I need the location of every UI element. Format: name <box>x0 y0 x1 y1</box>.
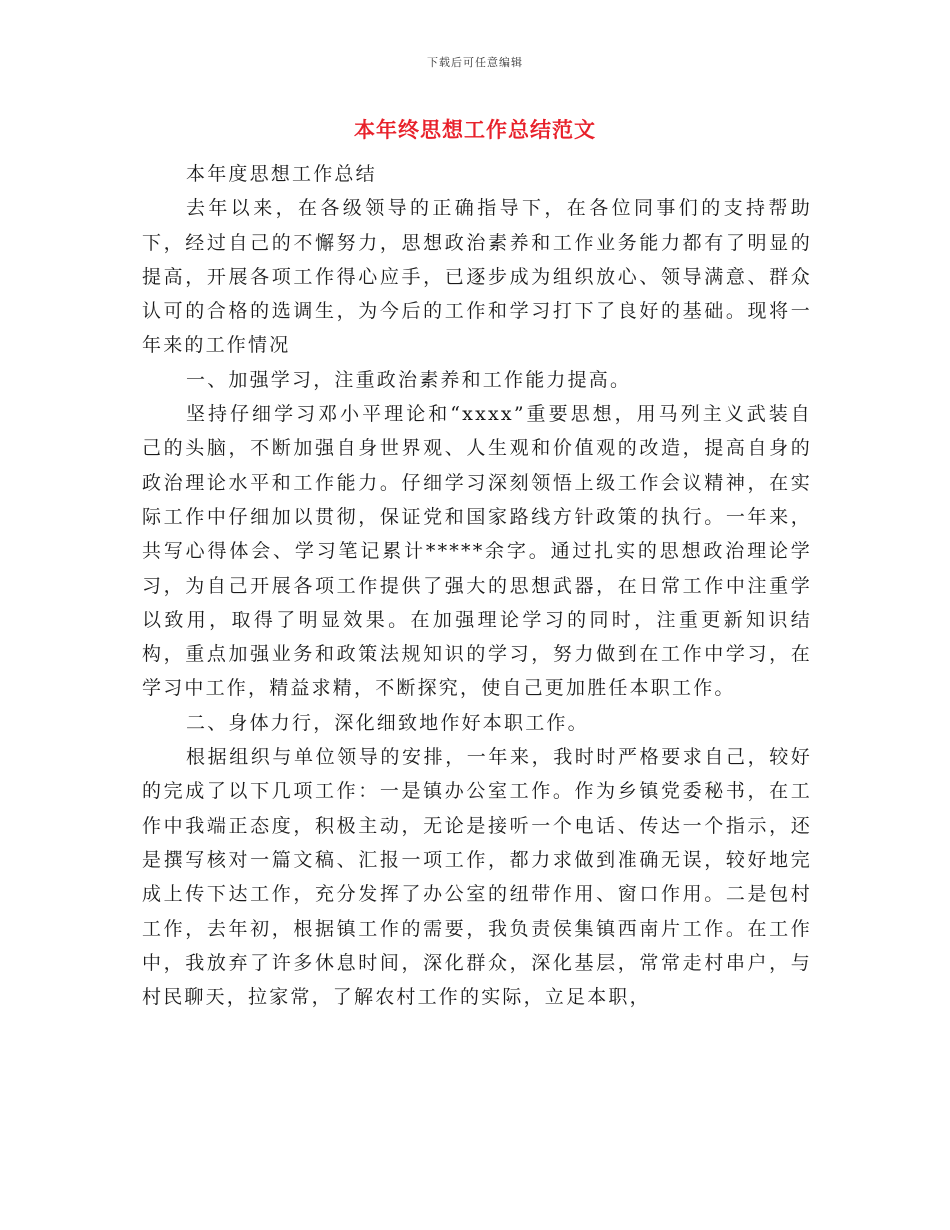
section-heading: 二、身体力行，深化细致地作好本职工作。 <box>186 711 589 734</box>
section-heading: 一、加强学习，注重政治素养和工作能力提高。 <box>186 368 632 391</box>
paragraph: 本年度思想工作总结 <box>186 163 377 185</box>
document-body <box>142 157 812 1014</box>
document-title: 本年终思想工作总结范文 <box>354 117 596 142</box>
paragraph: 根据组织与单位领导的安排，一年来，我时时严格要求自己，较好的完成了以下几项工作：一是镇办公室工作。作为乡镇党委秘书，在工作中我端正态度，积极主动，无论是接听一个电话、传达一个指示，还是撰写核对一篇文稿、汇报一项工作，都力求做到准确无误，较好地完成上传下达工作，充分发挥了办公室的纽带作用、窗口作用。二是包村工作，去年初，根据镇工作的需要，我负责侯集镇西南片工作。在工作中，我放弃了许多休息时间，深化群众，深化基层，常常走村串户，与村民聊天，拉家常，了解农村工作的实际，立足本职， <box>142 746 812 1009</box>
paragraph: 坚持仔细学习邓小平理论和“xxxx”重要思想，用马列主义武装自己的头脑，不断加强自身世界观、人生观和价值观的改造，提高自身的政治理论水平和工作能力。仔细学习深刻领悟上级工作会议精神，在实际工作中仔细加以贯彻，保证党和国家路线方针政策的执行。一年来，共写心得体会、学习笔记累计*****余字。通过扎实的思想政治理论学习，为自己开展各项工作提供了强大的思想武器，在日常工作中注重学以致用，取得了明显效果。在加强理论学习的同时，注重更新知识结构，重点加强业务和政策法规知识的学习，努力做到在工作中学习，在学习中工作，精益求精，不断探究，使自己更加胜任本职工作。 <box>142 403 812 700</box>
header-note: 下载后可任意编辑 <box>427 56 523 69</box>
paragraph: 去年以来，在各级领导的正确指导下，在各位同事们的支持帮助下，经过自己的不懈努力，思想政治素养和工作业务能力都有了明显的提高，开展各项工作得心应手，已逐步成为组织放心、领导满意、群众认可的合格的选调生，为今后的工作和学习打下了良好的基础。现将一年来的工作情况 <box>142 197 812 357</box>
